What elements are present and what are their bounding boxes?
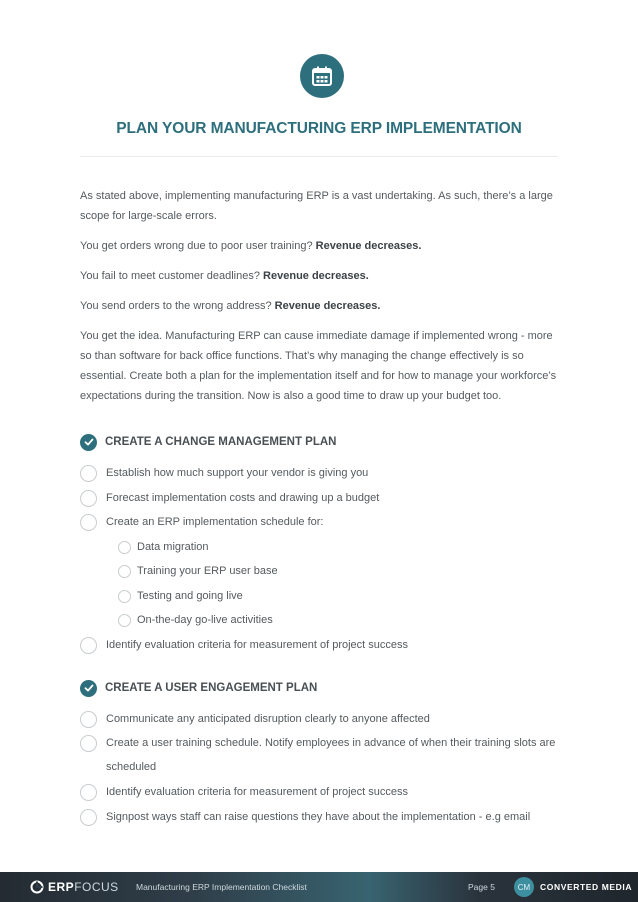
checklist-subitem-label: Testing and going live — [137, 590, 243, 602]
checked-checkbox[interactable] — [80, 680, 97, 697]
checklist-item — [80, 486, 560, 510]
checklist-item — [80, 633, 560, 657]
section-heading-change-management — [80, 433, 337, 451]
converted-media-logo-icon: CM — [514, 877, 534, 897]
checkbox[interactable] — [80, 490, 97, 507]
checkbox[interactable] — [118, 565, 131, 578]
checklist-item-label: Forecast implementation costs and drawing up a budget — [106, 492, 380, 504]
checklist-item-label: Create an ERP implementation schedule for: — [106, 516, 324, 528]
checkbox[interactable] — [80, 637, 97, 654]
checklist-item — [80, 707, 560, 731]
page-title: PLAN YOUR MANUFACTURING ERP IMPLEMENTATION — [116, 120, 522, 137]
checklist-subitem — [118, 584, 518, 608]
intro-paragraph: You send orders to the wrong address? Revenue decreases. — [80, 300, 381, 312]
section-heading-text: CREATE A CHANGE MANAGEMENT PLAN — [105, 436, 337, 448]
checklist-subitem-label: On-the-day go-live activities — [137, 614, 273, 626]
checklist-item — [80, 461, 560, 485]
calendar-icon — [311, 65, 333, 87]
checkmark-icon — [84, 683, 94, 693]
checklist-item-label: Establish how much support your vendor is giving you — [106, 467, 369, 479]
checkbox[interactable] — [80, 465, 97, 482]
checkbox[interactable] — [118, 614, 131, 627]
intro-paragraph: As stated above, implementing manufacturing ERP is a vast undertaking. As such, there’s a large scope for large-scale errors. — [80, 190, 553, 222]
checkbox[interactable] — [80, 784, 97, 801]
logo-text-erp: ERP — [48, 880, 75, 894]
checklist-item — [80, 780, 560, 804]
checkbox[interactable] — [118, 541, 131, 554]
checklist-subitem — [118, 608, 518, 632]
checkbox[interactable] — [80, 809, 97, 826]
checklist-item-label: Communicate any anticipated disruption clearly to anyone affected — [106, 713, 430, 725]
document-title: Manufacturing ERP Implementation Checklist — [136, 882, 307, 892]
checklist-item-label: Create a user training schedule. Notify employees in advance of when their training slots are scheduled — [106, 737, 556, 773]
page-number: Page 5 — [468, 882, 495, 892]
checkbox[interactable] — [80, 514, 97, 531]
checklist-subitem — [118, 559, 518, 583]
checkmark-icon — [84, 437, 94, 447]
calendar-icon-badge — [300, 54, 344, 98]
section-heading-text: CREATE A USER ENGAGEMENT PLAN — [105, 682, 318, 694]
converted-media-brand: CONVERTED MEDIA — [540, 882, 633, 892]
checklist-item — [80, 731, 560, 779]
logo-text-focus: FOCUS — [74, 880, 119, 894]
emphasis-text: Revenue decreases. — [274, 300, 381, 312]
checklist-item-label: Identify evaluation criteria for measurement of project success — [106, 786, 409, 798]
intro-text — [80, 186, 558, 416]
title-divider — [80, 156, 558, 157]
checkbox[interactable] — [118, 590, 131, 603]
checklist-item — [80, 510, 560, 534]
emphasis-text: Revenue decreases. — [315, 240, 422, 252]
checkbox[interactable] — [80, 711, 97, 728]
checklist-subitem — [118, 535, 518, 559]
checklist-subitem-label: Data migration — [137, 541, 209, 553]
checkbox[interactable] — [80, 735, 97, 752]
section-heading-user-engagement — [80, 679, 317, 697]
erpfocus-logo-icon — [30, 880, 44, 894]
checklist-subitem-label: Training your ERP user base — [137, 565, 278, 577]
checklist-item-label: Identify evaluation criteria for measurement of project success — [106, 639, 409, 651]
intro-paragraph: You get orders wrong due to poor user training? Revenue decreases. — [80, 240, 422, 252]
page-footer — [0, 872, 638, 902]
intro-paragraph: You fail to meet customer deadlines? Revenue decreases. — [80, 270, 369, 282]
emphasis-text: Revenue decreases. — [263, 270, 369, 282]
checklist-item-label: Signpost ways staff can raise questions they have about the implementation - e.g email — [106, 811, 531, 823]
intro-paragraph: You get the idea. Manufacturing ERP can cause immediate damage if implemented wrong - more so than software for back office functions. That’s why managing the change effectively is so essential. Create both a plan for the implementation itself and for how to manage your workforce’s expectations during the transition. Now is also a good time to draw up your budget too. — [80, 330, 557, 402]
checklist-item — [80, 805, 560, 829]
erpfocus-logo — [30, 872, 119, 902]
checked-checkbox[interactable] — [80, 434, 97, 451]
